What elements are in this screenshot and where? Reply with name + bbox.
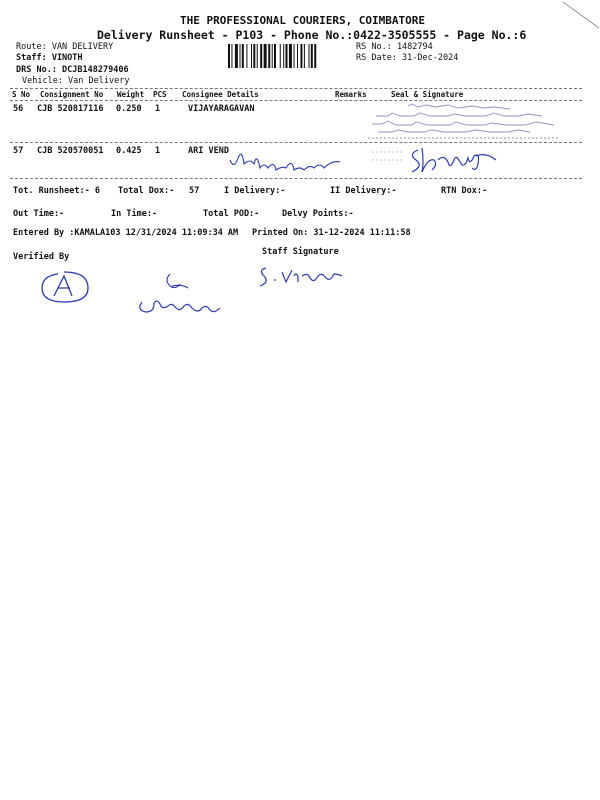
barcode-bar (246, 44, 247, 68)
barcode-bar (268, 44, 270, 68)
in-time: In Time:- (111, 209, 158, 219)
barcode-bar (274, 44, 276, 68)
barcode-bar (251, 44, 252, 68)
staff-signature-label: Staff Signature (262, 247, 339, 257)
barcode-bar (257, 44, 258, 68)
row-pcs: 1 (155, 104, 161, 114)
row-consignee: VIJAYARAGAVAN (188, 104, 255, 114)
barcode-bar (283, 44, 284, 68)
barcode-bar (314, 44, 316, 68)
barcode-bar (231, 44, 232, 68)
barcode-bar (228, 44, 230, 68)
staff-handwritten-signature (256, 260, 348, 290)
i-delivery: I Delivery:- (224, 186, 286, 196)
delvy-points: Delvy Points:- (282, 209, 354, 219)
barcode-bar (297, 44, 298, 68)
vehicle-label: Vehicle: Van Delivery (22, 76, 130, 86)
barcode-bar (300, 44, 302, 68)
verifier-signature (132, 268, 224, 320)
col-header-weight: Weight (117, 90, 145, 99)
printed-on: Printed On: 31-12-2024 11:11:58 (252, 228, 411, 238)
total-pod: Total POD:- (203, 209, 260, 219)
receiver-signature (404, 142, 508, 178)
row-sno: 57 (13, 146, 24, 156)
barcode-bar (242, 44, 244, 68)
barcode-bar (280, 44, 281, 68)
barcode-bar (289, 44, 292, 68)
verifier-initial-signature (34, 266, 94, 306)
barcode-bar (294, 44, 295, 68)
ii-delivery: II Delivery:- (330, 186, 397, 196)
table-top-rule (10, 88, 582, 89)
barcode-bar (253, 44, 255, 68)
rs-number: RS No.: 1482794 (356, 42, 433, 52)
verified-by-label: Verified By (13, 252, 70, 262)
barcode (228, 44, 352, 68)
row-consignment: CJB 520817116 (37, 104, 104, 114)
row-consignment: CJB 520570051 (37, 146, 104, 156)
entered-by: Entered By :KAMALA103 12/31/2024 11:09:34 AM (13, 228, 239, 238)
handwritten-consignee-name (226, 140, 356, 172)
barcode-bar (240, 44, 241, 68)
total-dox-label: Total Dox:- (118, 186, 175, 196)
barcode-bar (309, 44, 310, 68)
barcode-bar (235, 44, 238, 68)
page-corner-mark (555, 0, 600, 30)
row-consignee: ARI VEND (188, 146, 229, 156)
col-header-pcs: PCS (153, 90, 167, 99)
rs-date: RS Date: 31-Dec-2024 (356, 53, 459, 63)
barcode-bar (272, 44, 273, 68)
route-label: Route: VAN DELIVERY (16, 42, 114, 52)
rtn-dox: RTN Dox:- (441, 186, 488, 196)
table-bottom-rule (10, 178, 582, 179)
row-weight: 0.250 (116, 104, 142, 114)
drs-label: DRS No.: DCJB148279406 (16, 65, 129, 75)
faint-stamp-mark (372, 146, 406, 166)
out-time: Out Time:- (13, 209, 65, 219)
row-weight: 0.425 (116, 146, 142, 156)
company-seal-stamp (368, 98, 562, 140)
barcode-bar (264, 44, 267, 68)
company-title: THE PROFESSIONAL COURIERS, COIMBATORE (180, 14, 426, 27)
col-header-consignee: Consignee Details (182, 90, 259, 99)
row-pcs: 1 (155, 146, 161, 156)
barcode-bar (304, 44, 305, 68)
runsheet-subtitle: Delivery Runsheet - P103 - Phone No.:0422-3505555 - Page No.:6 (97, 28, 527, 42)
tot-runsheet: Tot. Runsheet:- 6 (13, 186, 100, 196)
barcode-bar (311, 44, 313, 68)
staff-label: Staff: VINOTH (16, 53, 83, 63)
col-header-consignment: Consignment No (40, 90, 104, 99)
col-header-seal: Seal & Signature (391, 90, 464, 99)
col-header-sno: S No (12, 90, 31, 99)
col-header-remarks: Remarks (335, 90, 367, 99)
barcode-bar (286, 44, 288, 68)
total-dox-value: 57 (189, 186, 200, 196)
row-sno: 56 (13, 104, 24, 114)
barcode-bar (260, 44, 262, 68)
